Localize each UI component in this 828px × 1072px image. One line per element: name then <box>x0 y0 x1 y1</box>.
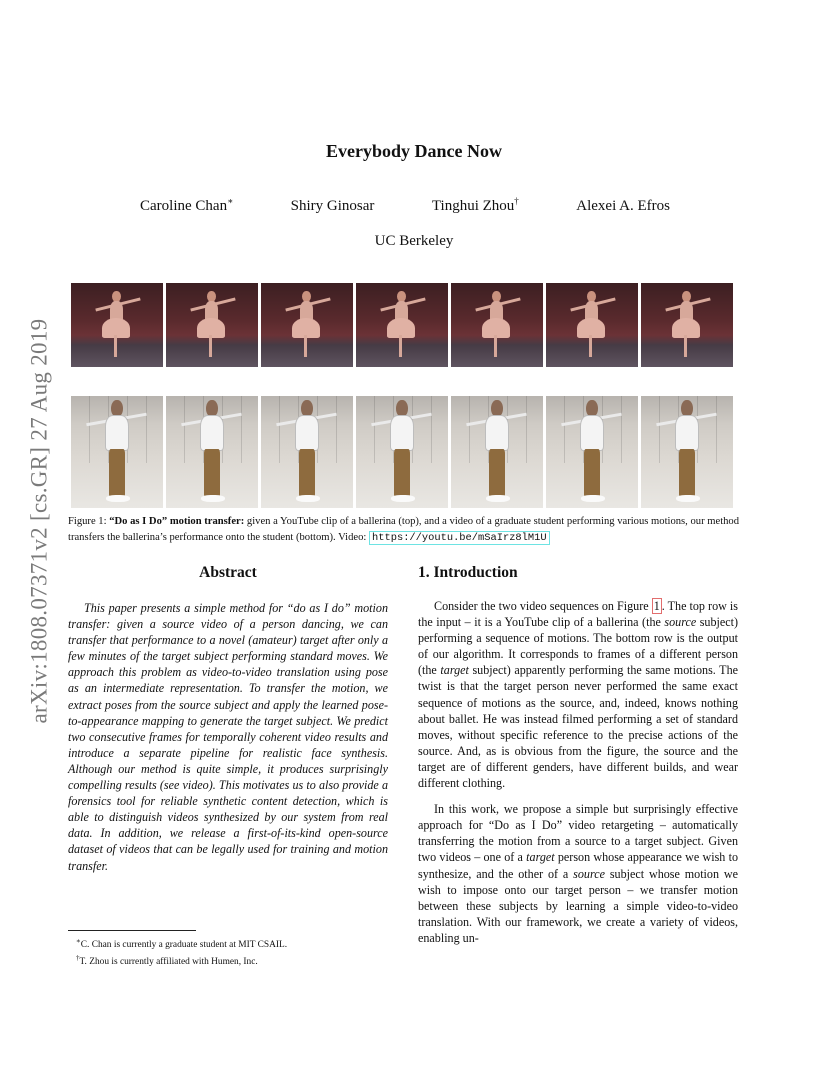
abstract-text: This paper presents a simple method for “do as I do” motion transfer: given a source video of a person dancing, we can transfer that performance to a novel (amateur) target after only a few minutes of the target subject performing standard moves. We approach this problem as video-to-video translation using pose as an intermediate representation. To transfer the motion, we extract poses from the source subject and apply the learned pose-to-appearance mapping to generate the target subject. We predict two consecutive frames for temporally coherent video results and introduce a separate pipeline for realistic face synthesis. Although our method is quite simple, it produces surprisingly compelling results (see video). This motivates us to also provide a forensics tool for reliable synthetic content detection, which is able to distinguish videos synthesized by our system from real data. In addition, we release a first-of-its-kind open-source dataset of videos that can be legally used for training and motion transfer. <box>68 601 388 873</box>
introduction-heading: 1. Introduction <box>418 564 518 581</box>
abstract-heading: Abstract <box>199 564 257 581</box>
footnote-divider <box>68 930 196 931</box>
intro-paragraph: In this work, we propose a simple but surprisingly effective approach for “Do as I Do” video retargeting – automatically transferring the motion from a source to a target subject. Given two videos – one of a target person whose appearance we wish to synthesize, and the other of a source subject whose motion we wish to impose onto our target person – we transfer motion between these subjects by learning a simple video-to-video translation. With our framework, we create a variety of videos, enabling un- <box>418 802 738 945</box>
student-frame <box>641 396 733 508</box>
affiliation: UC Berkeley <box>374 233 454 249</box>
ballerina-frame <box>546 283 638 367</box>
student-frame <box>356 396 448 508</box>
arxiv-identifier <box>16 283 62 758</box>
figure-reference-link[interactable]: 1 <box>653 599 660 613</box>
footnote: †T. Zhou is currently affiliated with Humen, Inc. <box>76 954 258 968</box>
author: Shiry Ginosar <box>290 198 375 214</box>
student-frame <box>451 396 543 508</box>
author: Alexei A. Efros <box>576 198 670 214</box>
figure-ballerina-row <box>71 283 733 367</box>
figure-caption: Figure 1: “Do as I Do” motion transfer: given a YouTube clip of a ballerina (top), and a video of a graduate student performing various motions, our method transfers the ballerina’s performance onto the student (bottom). Video: https://youtu.be/mSaIrz8lM1U <box>68 516 740 544</box>
video-link[interactable]: https://youtu.be/mSaIrz8lM1U <box>369 531 550 545</box>
author: Caroline Chan∗ <box>140 196 234 214</box>
introduction-text <box>418 598 738 956</box>
author-list <box>140 196 670 215</box>
student-frame <box>166 396 258 508</box>
ballerina-frame <box>641 283 733 367</box>
author: Tinghui Zhou† <box>431 196 519 214</box>
ballerina-frame <box>166 283 258 367</box>
ballerina-frame <box>71 283 163 367</box>
arxiv-id-text: arXiv:1808.07371v2 [cs.GR] 27 Aug 2019 <box>26 318 51 723</box>
student-frame <box>71 396 163 508</box>
intro-paragraph: Consider the two video sequences on Figure 1 . The top row is the input – it is a YouTube clip of a ballerina (the source subject) performing a sequence of motions. The bottom row is the output of our algorithm. It corresponds to frames of a different person (the target subject) apparently performing the same motions. The twist is that the target person never performed the same exact sequence of motions as the source, and, indeed, knows nothing about ballet. He was instead filmed performing a set of standard moves, without specific reference to the precise actions of the source. And, as is obvious from the figure, the source and the target are of different genders, have different builds, and wear different clothing. <box>418 599 739 791</box>
figure-student-row <box>71 396 733 508</box>
footnotes <box>68 935 388 969</box>
student-frame <box>546 396 638 508</box>
ballerina-frame <box>261 283 353 367</box>
ballerina-frame <box>356 283 448 367</box>
paper-title: Everybody Dance Now <box>326 141 502 161</box>
footnote: ∗C. Chan is currently a graduate student at MIT CSAIL. <box>76 937 288 951</box>
student-frame <box>261 396 353 508</box>
ballerina-frame <box>451 283 543 367</box>
